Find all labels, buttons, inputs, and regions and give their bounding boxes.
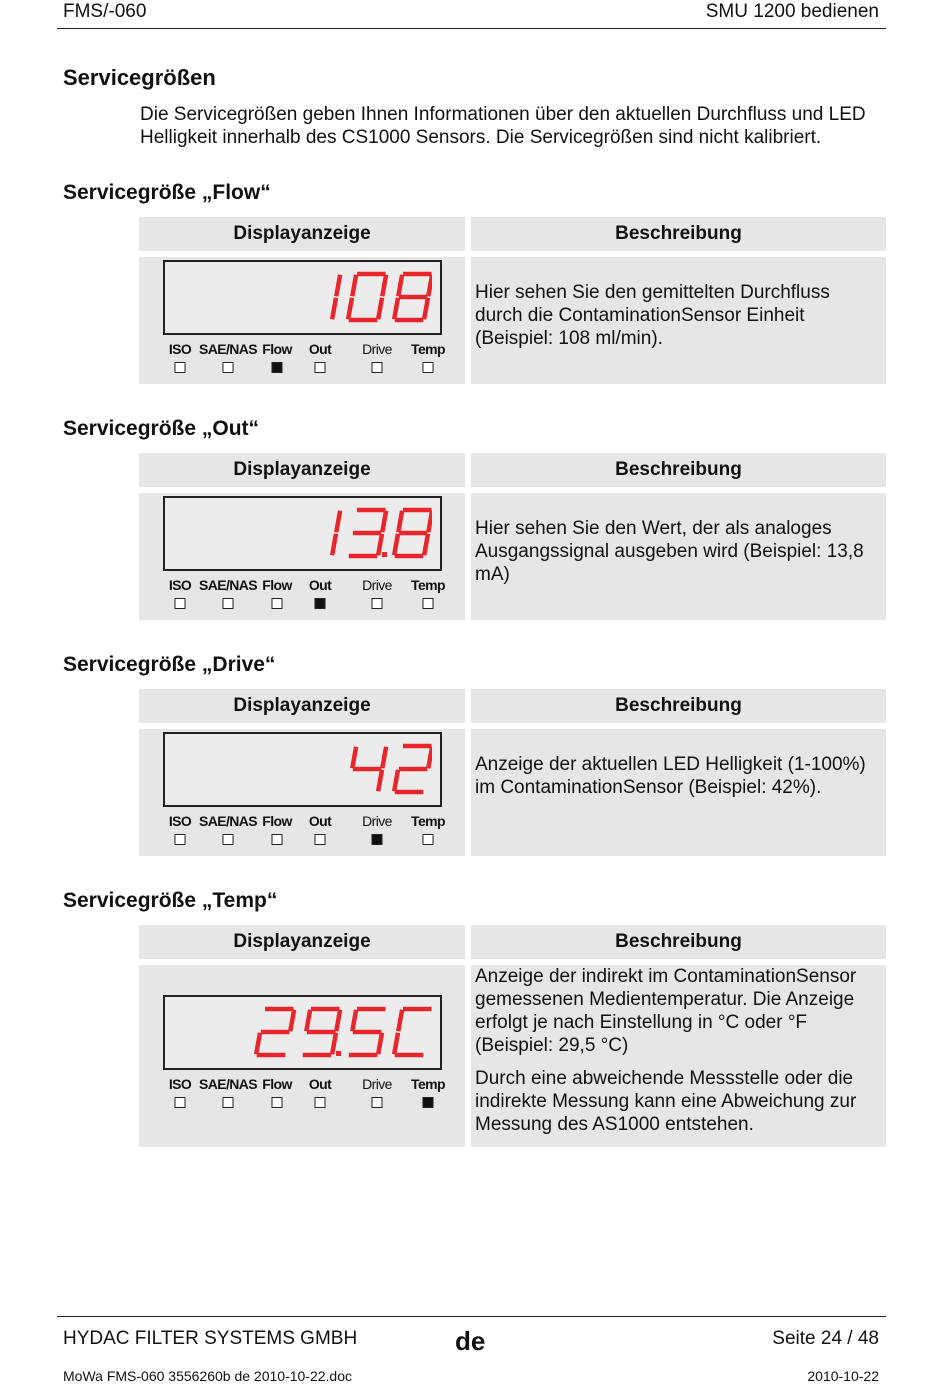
indicator-box-sae-nas [223, 362, 234, 373]
display-segment-b [383, 513, 386, 530]
footer-date: 2010-10-22 [807, 1368, 879, 1384]
indicator-label-drive: Drive [362, 1076, 392, 1092]
indicator-box-iso [175, 362, 186, 373]
indicator-box-drive [372, 598, 383, 609]
indicator-panel [165, 1076, 455, 1116]
display-segment-c [333, 536, 336, 553]
display-segment-b [337, 277, 340, 294]
seven-segment-readout [252, 742, 432, 798]
description-text: Anzeige der indirekt im ContaminationSensor gemessenen Medientemperatur. Die Anzeige erfolgt je nach Einstellung in °C oder °F (Beispiel: 29,5 °C) [475, 966, 857, 1056]
indicator-label-flow: Flow [262, 813, 292, 829]
indicator-box-temp [423, 598, 434, 609]
indicator-label-drive: Drive [362, 813, 392, 829]
table-header-display: Displayanzeige [139, 689, 465, 723]
indicator-label-out: Out [308, 341, 332, 357]
indicator-box-sae-nas [223, 598, 234, 609]
indicator-box-temp [423, 362, 434, 373]
table-header-display: Displayanzeige [139, 217, 465, 251]
lcd-display [163, 732, 442, 807]
header-divider [57, 28, 886, 29]
display-segment-b [429, 513, 432, 530]
display-segment-e [395, 300, 398, 317]
indicator-box-out [315, 362, 326, 373]
subsection-title-out: Servicegröße „Out“ [63, 417, 260, 440]
indicator-box-drive [372, 834, 383, 845]
display-decimal-point [336, 1051, 341, 1056]
seven-segment-readout [252, 1005, 432, 1061]
table-header-display: Displayanzeige [139, 453, 465, 487]
description-note: Durch eine abweichende Messstelle oder die indirekte Messung kann eine Abweichung zur Messung des AS1000 entstehen. [475, 1068, 857, 1135]
display-segment-c [379, 772, 382, 789]
display-segment-c [379, 536, 382, 553]
indicator-box-iso [175, 598, 186, 609]
display-segment-f [399, 513, 402, 530]
indicator-box-drive [372, 1097, 383, 1108]
display-segment-b [429, 277, 432, 294]
indicator-panel [165, 813, 455, 853]
display-segment-e [257, 1035, 260, 1052]
indicator-box-flow [272, 598, 283, 609]
indicator-label-iso: ISO [168, 813, 192, 829]
display-segment-b [337, 513, 340, 530]
display-segment-f [353, 277, 356, 294]
display-segment-c [333, 1035, 336, 1052]
lcd-display [163, 260, 442, 335]
table-header-description: Beschreibung [471, 925, 886, 959]
header-doc-id: FMS/-060 [63, 1, 147, 22]
indicator-label-out: Out [308, 813, 332, 829]
indicator-label-temp: Temp [411, 813, 445, 829]
display-segment-f [399, 277, 402, 294]
display-segment-c [333, 300, 336, 317]
indicator-panel [165, 341, 455, 381]
description-text: Hier sehen Sie den Wert, der als analoges Ausgangssignal ausgeben wird (Beispiel: 13,8 mA) [475, 518, 864, 585]
display-segment-e [395, 536, 398, 553]
indicator-box-flow [272, 362, 283, 373]
indicator-label-sae-nas: SAE/NAS [198, 813, 258, 829]
section-title: Servicegrößen [63, 65, 216, 90]
display-segment-f [353, 1012, 356, 1029]
display-segment-e [349, 300, 352, 317]
indicator-box-out [315, 598, 326, 609]
seven-segment-readout [252, 270, 432, 326]
table-header-display: Displayanzeige [139, 925, 465, 959]
indicator-box-flow [272, 834, 283, 845]
indicator-box-out [315, 834, 326, 845]
indicator-label-out: Out [308, 577, 332, 593]
indicator-box-sae-nas [223, 834, 234, 845]
lcd-display [163, 496, 442, 571]
indicator-label-iso: ISO [168, 577, 192, 593]
indicator-label-temp: Temp [411, 341, 445, 357]
display-segment-f [353, 749, 356, 766]
display-segment-c [379, 1035, 382, 1052]
description-cell [471, 257, 886, 384]
display-segment-b [383, 749, 386, 766]
indicator-box-temp [423, 834, 434, 845]
subsection-title-flow: Servicegröße „Flow“ [63, 181, 271, 204]
indicator-label-sae-nas: SAE/NAS [198, 1076, 258, 1092]
table-header-description: Beschreibung [471, 217, 886, 251]
indicator-label-drive: Drive [362, 341, 392, 357]
indicator-label-temp: Temp [411, 1076, 445, 1092]
indicator-panel [165, 577, 455, 617]
indicator-box-flow [272, 1097, 283, 1108]
indicator-label-sae-nas: SAE/NAS [198, 341, 258, 357]
indicator-box-iso [175, 1097, 186, 1108]
indicator-label-drive: Drive [362, 577, 392, 593]
indicator-box-out [315, 1097, 326, 1108]
lcd-display [163, 995, 442, 1070]
indicator-box-iso [175, 834, 186, 845]
subsection-title-drive: Servicegröße „Drive“ [63, 653, 276, 676]
display-segment-b [429, 749, 432, 766]
display-decimal-point [382, 552, 387, 557]
table-header-description: Beschreibung [471, 689, 886, 723]
footer-doc-filename: MoWa FMS-060 3556260b de 2010-10-22.doc [63, 1368, 352, 1384]
description-cell [471, 965, 886, 1147]
description-cell [471, 729, 886, 856]
table-header-description: Beschreibung [471, 453, 886, 487]
indicator-label-iso: ISO [168, 1076, 192, 1092]
subsection-title-temp: Servicegröße „Temp“ [63, 889, 278, 912]
display-segment-f [307, 1012, 310, 1029]
display-segment-e [395, 772, 398, 789]
indicator-box-drive [372, 362, 383, 373]
indicator-label-flow: Flow [262, 1076, 292, 1092]
section-intro: Die Servicegrößen geben Ihnen Informationen über den aktuellen Durchfluss und LED Helligkeit innerhalb des CS1000 Sensors. Die Servicegrößen sind nicht kalibriert. [140, 104, 866, 148]
indicator-label-iso: ISO [168, 341, 192, 357]
display-segment-b [291, 1012, 294, 1029]
indicator-label-temp: Temp [411, 577, 445, 593]
display-segment-b [337, 1012, 340, 1029]
footer-divider [57, 1316, 886, 1317]
footer-company: HYDAC FILTER SYSTEMS GMBH [63, 1328, 358, 1349]
seven-segment-readout [252, 506, 432, 562]
display-segment-c [379, 300, 382, 317]
description-cell [471, 493, 886, 620]
indicator-box-temp [423, 1097, 434, 1108]
display-segment-c [425, 300, 428, 317]
indicator-label-out: Out [308, 1076, 332, 1092]
indicator-label-flow: Flow [262, 341, 292, 357]
indicator-label-sae-nas: SAE/NAS [198, 577, 258, 593]
display-segment-c [425, 536, 428, 553]
header-chapter: SMU 1200 bedienen [705, 1, 879, 22]
display-segment-f [399, 1012, 402, 1029]
footer-language: de [455, 1326, 486, 1356]
description-text: Hier sehen Sie den gemittelten Durchfluss durch die ContaminationSensor Einheit (Beispiel: 108 ml/min). [475, 282, 830, 349]
indicator-box-sae-nas [223, 1097, 234, 1108]
display-segment-e [395, 1035, 398, 1052]
footer-page-number: Seite 24 / 48 [772, 1328, 879, 1349]
indicator-label-flow: Flow [262, 577, 292, 593]
display-segment-b [383, 277, 386, 294]
description-text: Anzeige der aktuellen LED Helligkeit (1-100%) im ContaminationSensor (Beispiel: 42%). [475, 754, 866, 798]
